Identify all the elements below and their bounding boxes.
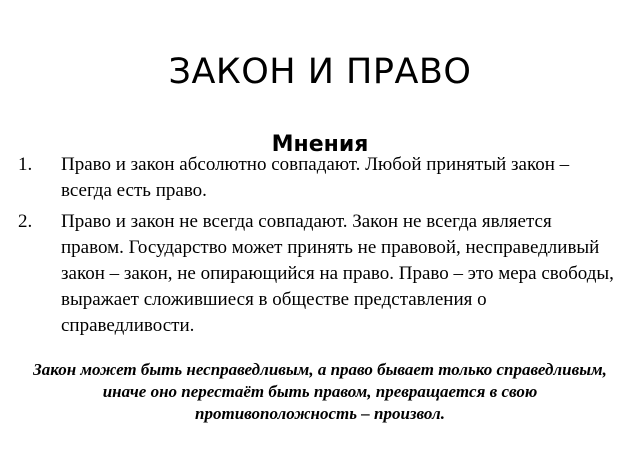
opinion-text: Право и закон не всегда совпадают. Закон не всегда является правом. Государство может принять не правовой, несправедливый закон – закон, не опирающийся на право. Право – это мера свободы, выражает сложившиеся в обществе представления о справедливости. — [61, 211, 614, 336]
opinion-number: 1. — [18, 154, 33, 175]
opinion-number: 2. — [18, 211, 33, 232]
slide-title: ЗАКОН И ПРАВО — [168, 52, 472, 93]
opinions-list — [18, 152, 618, 344]
opinion-item — [18, 152, 618, 204]
conclusion-text: Закон может быть несправедливым, а право бывает только справедливым, иначе оно перестаёт быть правом, превращается в свою противоположность – произвол. — [33, 360, 607, 423]
opinion-item — [18, 209, 618, 339]
slide-subtitle: Мнения — [271, 132, 369, 158]
opinion-text: Право и закон абсолютно совпадают. Любой принятый закон – всегда есть право. — [61, 154, 570, 201]
